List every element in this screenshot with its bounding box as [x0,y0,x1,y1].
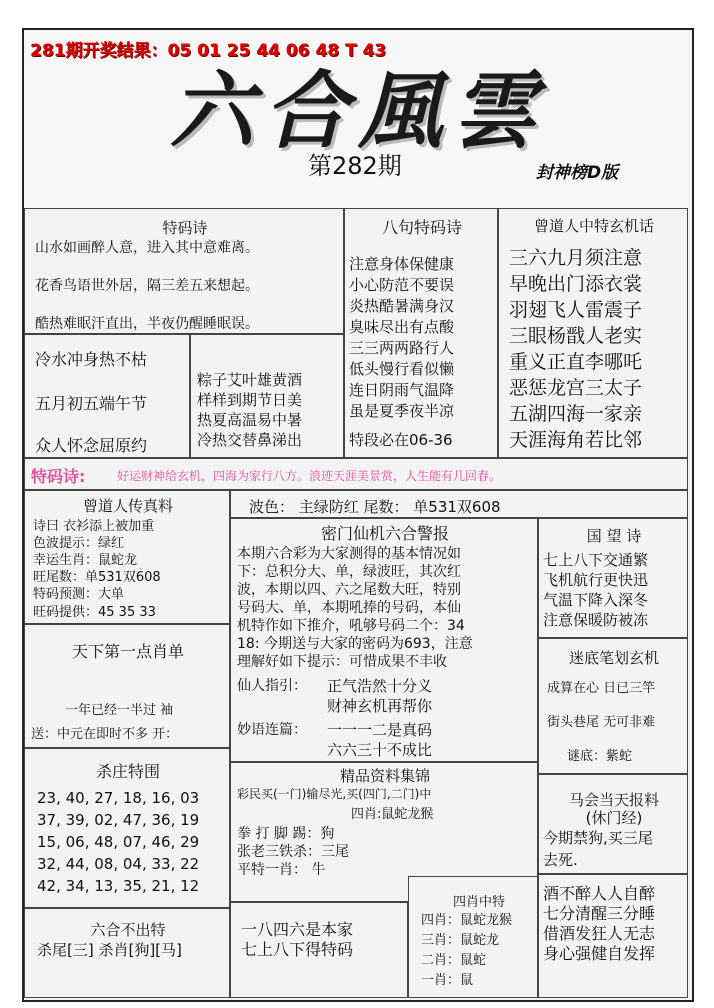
mahui-sub: (休门经) [585,809,643,827]
jingpin-line: 四肖:鼠蛇龙猴 [351,807,434,822]
sixiao-line: 三肖：鼠蛇龙 [421,933,500,948]
tema-banner-label: 特码诗: [31,467,86,486]
secret-line: 本期六合彩为大家测得的基本情况如 [237,546,461,562]
sixiao-box [408,876,538,998]
logo: 六合風雲 [170,61,547,160]
mahui-title: 马会当天报料 [568,791,659,809]
sixiao-title: 四肖中特 [453,895,506,910]
midi-title: 迷底笔划玄机 [568,649,659,667]
sixiao-line: 四肖：鼠蛇龙猴 [421,913,513,928]
miao-line: 一一一二是真码 [327,721,433,739]
issue-number: 第282期 [308,152,402,180]
tema-poem-line: 花香鸟语世外居，隔三差五来想起。 [35,278,259,294]
mid-verse-line: 冷热交替鼻涕出 [197,431,303,449]
wave-text: 波色： 主绿防红 尾数： 单531双608 [249,498,501,516]
tema-banner [24,458,688,490]
secret-line: 号码大、单，本期吼捧的号码，本仙 [237,600,461,616]
guowang-line: 七上八下交通繁 [543,551,649,569]
eight-lines-title: 八句特码诗 [381,218,462,237]
zengdao-poem-box [498,208,688,458]
guide-line: 财神玄机再帮你 [327,697,433,715]
buchu-title: 六合不出特 [90,921,166,939]
shazhuang-title: 杀庄特围 [95,762,160,781]
sixiao-line: 一肖：鼠 [421,973,474,988]
sixiao-line: 二肖：鼠蛇 [421,953,487,968]
zengdao-info-box [24,490,230,624]
buchu-box [24,908,230,998]
jingpin-line: 拳 打 脚 踢：狗 [237,826,335,842]
miao-line: 六六三十不成比 [327,741,433,759]
guide-line: 正气浩然十分义 [327,677,433,695]
tianxia-line: 送：中元在即时不多 开： [31,727,179,742]
buchu-line: 杀尾[三] 杀肖[狗][马] [37,941,182,959]
zengdao-poem-line: 三六九月须注意 [509,247,643,269]
tema-poem-title: 特码诗 [162,219,208,237]
bottom-mid-box [230,902,408,998]
info-line: 旺尾数：单531双608 [33,570,161,585]
secret-box [230,518,538,762]
eight-line-special: 特段必在06-36 [349,431,453,449]
jingpin-title: 精品资料集锦 [339,767,430,785]
tema-poem-line: 山水如画醉人意，进入其中意难离。 [35,240,259,256]
guowang-box [538,518,688,638]
mid-verse-box [190,334,344,458]
midi-box [538,638,688,774]
draw-result: 281期开奖结果：05 01 25 44 06 48 T 43 [30,41,387,61]
jingpin-line: 彩民买(一门)输尽光,买(四门,二门)中 [237,787,432,801]
mid-verse-line: 粽子艾叶雄黄酒 [197,371,303,389]
shazhuang-row: 23, 40, 27, 18, 16, 03 [37,789,200,807]
shazhuang-row: 15, 06, 48, 07, 46, 29 [37,833,200,851]
jingpin-line: 张老三铁杀：三尾 [237,844,349,860]
tianxia-box [24,624,230,748]
miao-label: 妙语连篇： [237,722,307,738]
jingpin-line: 平特一肖： 牛 [237,862,326,878]
guowang-line: 注意保暖防被冻 [543,611,649,629]
secret-title: 密门仙机六合警报 [320,524,449,543]
zengdao-poem-line: 恶惩龙宫三太子 [509,377,643,399]
midi-line: 街头巷尾 无可非难 [547,715,656,730]
zengdao-poem-title: 曾道人中特玄机话 [533,217,654,235]
secret-line: 下：总积分大、单，绿波旺，其次红 [237,564,461,580]
eight-line: 臭味尽出有点酸 [349,318,455,336]
mahui-line: 今期禁狗,买三尾 [543,829,653,847]
zengdao-poem-line: 重义正直李哪吒 [509,351,643,373]
left-verse-box [24,334,190,458]
zengdao-poem-line: 早晚出门添衣裳 [509,273,643,295]
mahui-line: 去死. [543,851,578,869]
midi-line: 谜底：紫蛇 [567,749,633,764]
info-line: 特码预测：大单 [33,587,125,602]
zengdao-poem-line: 天涯海角若比邻 [509,429,643,451]
drunk-line: 酒不醉人人自醉 [543,884,656,903]
info-line: 诗曰 衣衫添上被加重 [33,519,155,534]
zengdao-poem-line: 三眼杨戬人老实 [509,325,643,347]
eight-lines-box [344,208,498,458]
zengdao-info-title: 曾道人传真料 [82,497,173,515]
eight-line: 小心防范不要误 [349,276,455,294]
drunk-line: 身心强健自发挥 [543,944,656,963]
info-line: 幸运生肖：鼠蛇龙 [33,553,138,568]
bottom-mid-line: 一八四六是本家 [241,920,354,939]
zengdao-poem-line: 羽翅飞人雷震子 [509,299,643,321]
guowang-title: 国 望 诗 [586,527,642,545]
guowang-line: 飞机航行更快迅 [543,571,649,589]
info-line: 色波提示：绿红 [33,536,125,551]
eight-line: 低头慢行看似懒 [349,360,455,378]
bottom-mid-line: 七上八下得特码 [241,940,354,959]
secret-line: 理解好如下提示：可惜成果不丰收 [237,654,447,670]
eight-line: 三三两两路行人 [349,339,455,357]
mid-verse-line: 样样到期节日美 [197,391,303,409]
tema-poem-box [24,208,344,334]
left-verse-line: 五月初五端午节 [35,394,148,413]
shazhuang-row: 42, 34, 13, 35, 21, 12 [37,877,200,895]
tianxia-title: 天下第一点肖单 [71,642,184,661]
eight-line: 连日阴雨气温降 [349,381,455,399]
tema-banner-text: 好运财神给玄机，四海为家行八方。浪迹天涯美景赏，人生能有几回春。 [117,469,502,483]
eight-line: 虽是夏季夜半凉 [349,402,455,420]
mid-verse-line: 热夏高温易中暑 [197,411,303,429]
zengdao-poem-line: 五湖四海一家亲 [509,403,643,425]
shazhuang-box [24,748,230,908]
guide-label: 仙人指引： [237,678,307,694]
eight-line: 炎热酷暑满身汉 [349,297,455,315]
mahui-box [538,774,688,874]
left-verse-line: 冷水冲身热不枯 [35,350,148,369]
eight-line: 注意身体保健康 [349,255,455,273]
tianxia-line: 一年已经一半过 袖 [65,703,174,718]
shazhuang-row: 37, 39, 02, 47, 36, 19 [37,811,200,829]
secret-line: 机特作如下推介，吼够号码二个：34 [237,618,465,634]
info-line: 旺码提供：45 35 33 [33,605,156,620]
left-verse-line: 众人怀念屈原约 [35,436,148,455]
drunk-line: 借酒发狂人无志 [543,924,656,943]
drunk-box [538,874,688,998]
drunk-line: 七分清醒三分睡 [543,904,656,923]
shazhuang-row: 32, 44, 08, 04, 33, 22 [37,855,200,873]
tema-poem-line: 酷热难眠汗直出，半夜仍醒睡眠误。 [35,316,259,332]
secret-line: 波，本期以四、六之尾数大旺，特别 [237,582,461,598]
edition-subtitle: 封神榜D版 [536,163,619,183]
midi-line: 成算在心 日已三竿 [547,681,656,696]
secret-line: 18: 今期送与大家的密码为693，注意 [237,636,473,652]
wave-box [230,490,688,518]
guowang-line: 气温下降入深冬 [543,591,649,609]
